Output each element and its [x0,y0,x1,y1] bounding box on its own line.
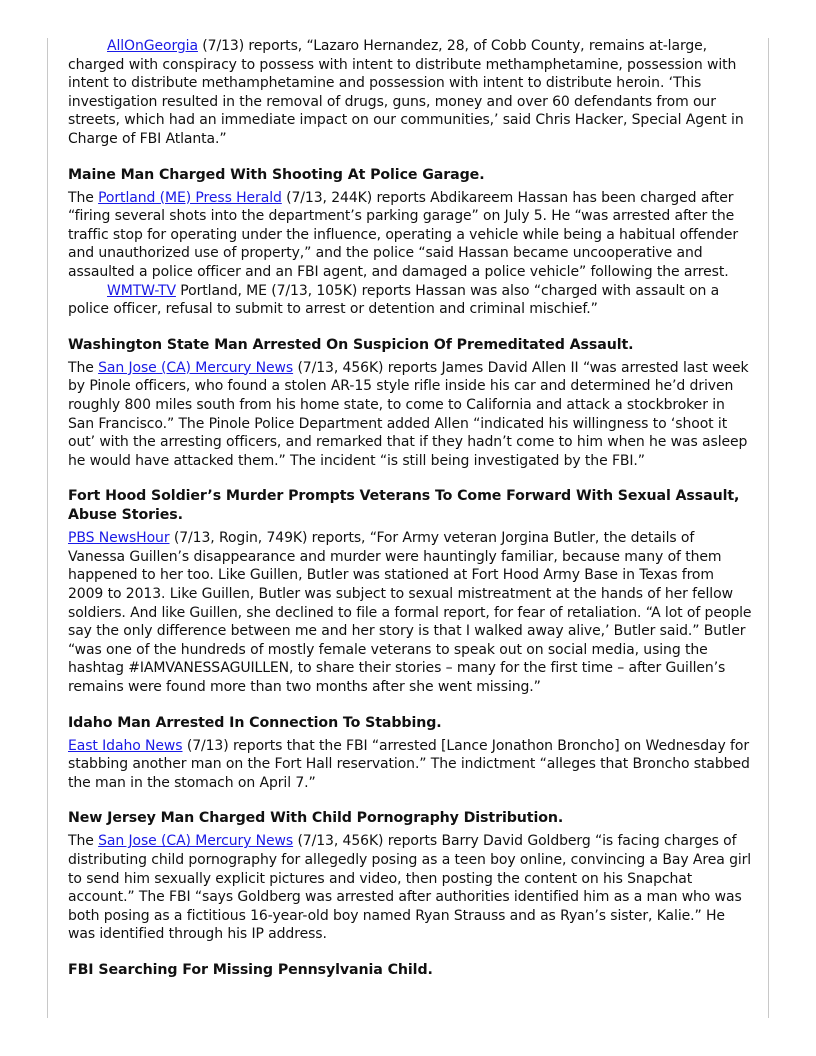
article-heading: Washington State Man Arrested On Suspicion Of Premeditated Assault. [68,336,634,353]
source-link-pbs-newshour[interactable]: PBS NewsHour [68,530,170,547]
article-text: Portland, ME (7/13, 105K) reports Hassan was also “charged with assault on a police officer, refusal to submit to arrest or detention and criminal mischief.” [68,282,720,318]
article-heading: New Jersey Man Charged With Child Pornography Distribution. [68,810,564,827]
article-prefix: The [68,833,99,850]
article-fort-hood [68,487,752,696]
article-paragraph [68,37,752,149]
article-washington [68,336,752,471]
source-link-portland-press-herald[interactable]: Portland (ME) Press Herald [98,189,282,206]
page-border-right [768,38,769,1018]
article-text: (7/13, 456K) reports James David Allen II “was arrested last week by Pinole officers, who found a stolen AR-15 style rifle inside his car and determined he’d driven roughly 800 miles south from his home state, to come to California and attack a stockbroker in San Francisco.” The Pinole Police Department added Allen “indicated his willingness to ‘shoot it out’ with the arresting officers, and remarked that if they hadn’t come to him when he was asleep he would have attacked them.” The incident “is still being investigated by the FBI.” [68,359,749,469]
source-link-east-idaho-news[interactable]: East Idaho News [68,737,183,754]
source-link-wmtw-tv[interactable]: WMTW-TV [107,282,176,299]
article-text: (7/13, 244K) reports Abdikareem Hassan has been charged after “firing several shots into the department’s parking garage” on July 5. He “was arrested after the traffic stop for operating under the influence, operating a vehicle while being a habitual offender and unauthorized use of property,” and the police “said Hassan became uncooperative and assaulted a police officer and an FBI agent, and damaged a police vehicle” following the arrest. [68,189,739,280]
article-hernandez [68,37,752,149]
article-paragraph [68,189,752,282]
article-prefix: The [68,359,99,376]
article-paragraph [68,282,752,319]
article-paragraph [68,832,752,944]
source-link-allongeorgia[interactable]: AllOnGeorgia [107,38,198,54]
article-heading: Idaho Man Arrested In Connection To Stabbing. [68,714,442,731]
article-text: (7/13, 456K) reports Barry David Goldberg “is facing charges of distributing child pornography for allegedly posing as a teen boy online, convincing a Bay Area girl to send him sexually explicit pictures and video, then posting the content on his Snapchat account.” The FBI “says Goldberg was arrested after authorities identified him as a man who was both posing as a fictitious 16-year-old boy named Ryan Strauss and as Ryan’s sister, Kalie.” He was identified through his IP address. [68,833,752,943]
page-border-left [47,38,48,1018]
article-heading: Maine Man Charged With Shooting At Police Garage. [68,166,485,183]
source-link-mercury-news[interactable]: San Jose (CA) Mercury News [98,833,294,850]
source-link-mercury-news[interactable]: San Jose (CA) Mercury News [98,359,294,376]
article-text: (7/13) reports that the FBI “arrested [Lance Jonathon Broncho] on Wednesday for stabbing another man on the Fort Hall reservation.” The indictment “alleges that Broncho stabbed the man in the stomach on April 7.” [68,737,750,791]
news-briefing-page [68,37,752,997]
article-prefix: The [68,189,99,206]
article-paragraph [68,529,752,696]
article-new-jersey [68,809,752,944]
article-pennsylvania [68,961,752,980]
article-paragraph [68,737,752,793]
article-heading: FBI Searching For Missing Pennsylvania Child. [68,961,433,978]
article-idaho [68,714,752,793]
article-text: (7/13) reports, “Lazaro Hernandez, 28, of Cobb County, remains at-large, charged with conspiracy to possess with intent to distribute methamphetamine, possession with intent to distribute methamphetamine and possession with intent to distribute heroin. ‘This investigation resulted in the removal of drugs, guns, money and over 60 defendants from our streets, which had an immediate impact on our communities,’ said Chris Hacker, Special Agent in Charge of FBI Atlanta.” [68,38,744,147]
article-heading: Fort Hood Soldier’s Murder Prompts Veterans To Come Forward With Sexual Assault, Abuse Stories. [68,488,740,524]
article-maine [68,166,752,319]
article-text: (7/13, Rogin, 749K) reports, “For Army veteran Jorgina Butler, the details of Vanessa Guillen’s disappearance and murder were hauntingly familiar, because many of them happened to her too. Like Guillen, Butler was stationed at Fort Hood Army Base in Texas from 2009 to 2013. Like Guillen, Butler was subject to sexual mistreatment at the hands of her fellow soldiers. And like Guillen, she declined to file a formal report, for fear of retaliation. “A lot of people say the only difference between me and her story is that I walked away alive,’ Butler said.” Butler “was one of the hundreds of mostly female veterans to speak out on social media, using the hashtag #IAMVANESSAGUILLEN, to share their stories – many for the first time – after Guillen’s remains were found more than two months after she went missing.” [68,530,752,696]
article-paragraph [68,359,752,471]
